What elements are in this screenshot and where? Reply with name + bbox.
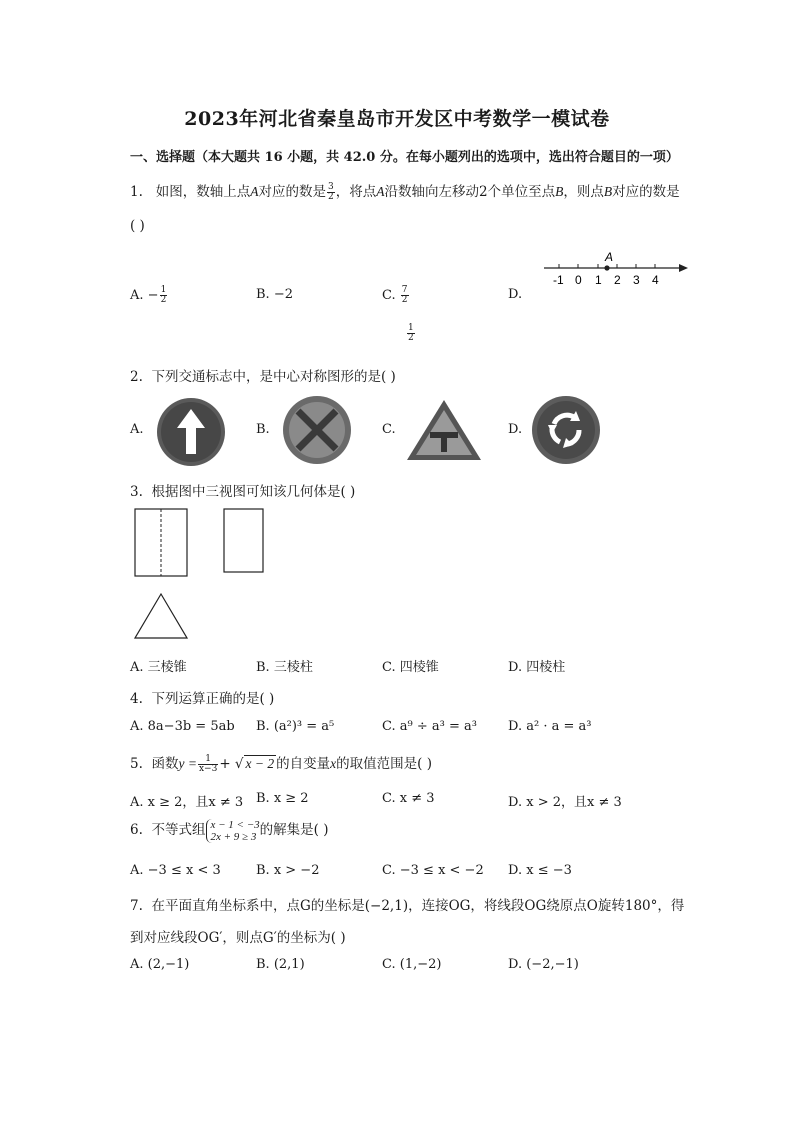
q6-option-a[interactable]: A. −3 ≤ x < 3 xyxy=(130,863,221,878)
question-7-stem-line2: 到对应线段OG′，则点G′的坐标为( ) xyxy=(130,930,346,946)
t-junction-warning-sign-icon[interactable] xyxy=(405,398,483,462)
q4-option-b[interactable]: B. (a²)³ = a⁵ xyxy=(256,719,335,734)
inequality-system: x − 1 < −3 2x + 9 ≥ 3 xyxy=(206,819,259,843)
q4-option-c[interactable]: C. a⁹ ÷ a³ = a³ xyxy=(382,719,477,734)
question-6-stem: 6. 不等式组 x − 1 < −3 2x + 9 ≥ 3 的解集是( ) xyxy=(130,818,329,843)
question-5-stem: 5. 函数y = $\frac{1}{x-3}$ + √ x − 2 的自变量x的取值范围是( ) xyxy=(130,754,432,774)
tick-label: 3 xyxy=(633,273,640,287)
question-3-stem: 3. 根据图中三视图可知该几何体是( ) xyxy=(130,484,356,500)
axis-arrow-icon xyxy=(679,264,688,272)
q1-text: ，则点 xyxy=(563,184,604,200)
stray-fraction: $\frac{1}{2}$ xyxy=(408,323,414,343)
q7-option-c[interactable]: C. (1,−2) xyxy=(382,957,442,972)
q3-option-d[interactable]: D. 四棱柱 xyxy=(508,660,566,675)
q1-point-a: A xyxy=(376,184,385,199)
q1-point-a: A xyxy=(250,184,259,199)
q2-option-d-label[interactable]: D. xyxy=(508,422,523,437)
q1-option-a[interactable]: A. − $\frac{1}{2}$ xyxy=(130,285,167,305)
q1-fraction: $\frac{3}{2}$ xyxy=(328,182,334,202)
three-view-figure xyxy=(132,506,272,646)
question-4-stem: 4. 下列运算正确的是( ) xyxy=(130,691,275,707)
point-a-label: A xyxy=(605,250,614,264)
q7-option-d[interactable]: D. (−2,−1) xyxy=(508,957,579,972)
tick-label: 2 xyxy=(614,273,621,287)
tick-label: 1 xyxy=(595,273,602,287)
section-heading: 一、选择题（本大题共 16 小题，共 42.0 分。在每小题列出的选项中，选出符合题目的一项） xyxy=(130,150,679,165)
tick-label: 4 xyxy=(652,273,659,287)
question-number: 1. xyxy=(130,184,143,200)
q1-text: 对应的数是 xyxy=(612,184,680,200)
q4-option-d[interactable]: D. a² · a = a³ xyxy=(508,719,592,734)
q1-text: 沿数轴向左移动2个单位至点 xyxy=(384,184,556,200)
q6-option-d[interactable]: D. x ≤ −3 xyxy=(508,863,572,878)
point-a-dot xyxy=(604,265,609,270)
roundabout-sign-icon[interactable] xyxy=(530,394,602,466)
question-1-stem xyxy=(130,180,680,202)
number-line-figure xyxy=(540,250,692,290)
q3-option-a[interactable]: A. 三棱锥 xyxy=(130,660,187,675)
q2-option-c-label[interactable]: C. xyxy=(382,422,396,437)
question-7-stem: 7. 在平面直角坐标系中，点G的坐标是(−2,1)，连接OG，将线段OG绕原点O旋转180°，得 xyxy=(130,898,685,914)
tick-label: 0 xyxy=(575,273,582,287)
tick-label: -1 xyxy=(553,273,564,287)
question-2-stem: 2. 下列交通标志中，是中心对称图形的是( ) xyxy=(130,369,396,385)
q4-option-a[interactable]: A. 8a−3b = 5ab xyxy=(130,719,235,734)
q1-option-b[interactable]: B. −2 xyxy=(256,287,293,302)
page-title: 2023年河北省秦皇岛市开发区中考数学一模试卷 xyxy=(184,108,610,130)
q1-point-b: B xyxy=(603,184,613,199)
q5-option-b[interactable]: B. x ≥ 2 xyxy=(256,791,309,806)
q1-option-c[interactable]: C. $\frac{7}{2}$ xyxy=(382,285,408,305)
answer-paren: ( ) xyxy=(130,218,145,234)
q6-option-b[interactable]: B. x > −2 xyxy=(256,863,320,878)
q1-text: 如图，数轴上点 xyxy=(155,184,251,200)
q3-option-b[interactable]: B. 三棱柱 xyxy=(256,660,313,675)
no-stopping-sign-icon[interactable] xyxy=(281,394,353,466)
q1-option-d[interactable]: D. xyxy=(508,287,523,302)
q2-option-a-label[interactable]: A. xyxy=(130,422,144,437)
q3-option-c[interactable]: C. 四棱锥 xyxy=(382,660,439,675)
q7-option-a[interactable]: A. (2,−1) xyxy=(130,957,190,972)
q5-option-d[interactable]: D. x > 2，且x ≠ 3 xyxy=(508,795,622,810)
side-view xyxy=(224,509,263,572)
q6-option-c[interactable]: C. −3 ≤ x < −2 xyxy=(382,863,484,878)
q1-point-b: B xyxy=(555,184,564,199)
up-arrow-sign-icon[interactable] xyxy=(155,396,227,468)
q2-option-b-label[interactable]: B. xyxy=(256,422,270,437)
q1-text: 对应的数是 xyxy=(258,184,327,200)
top-view xyxy=(135,594,187,638)
q5-option-c[interactable]: C. x ≠ 3 xyxy=(382,791,435,806)
q1-text: ，将点 xyxy=(335,184,377,200)
q7-option-b[interactable]: B. (2,1) xyxy=(256,957,305,972)
q5-option-a[interactable]: A. x ≥ 2，且x ≠ 3 xyxy=(130,795,244,810)
